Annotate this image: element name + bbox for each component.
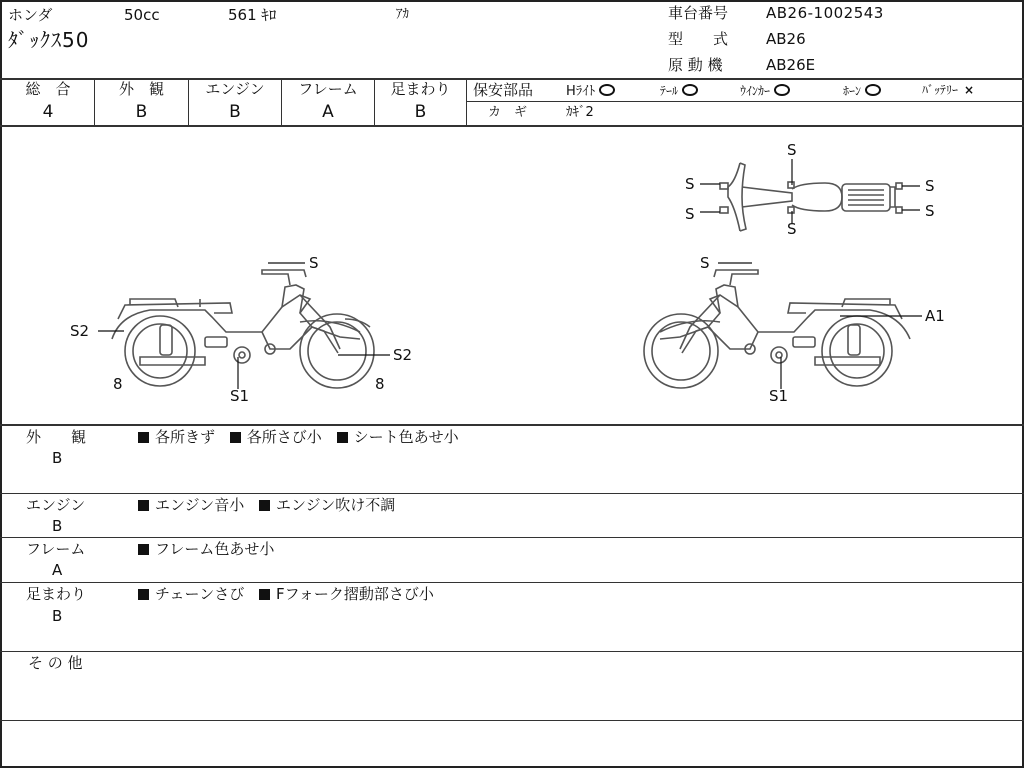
note-item: フレーム色あせ小 [138, 540, 274, 558]
note-item: エンジン吹け不調 [259, 496, 395, 514]
square-bullet-icon [138, 589, 149, 600]
section-engine-title: エンジン [26, 496, 86, 514]
section-exterior-notes [138, 430, 469, 445]
note-item: シート色あせ小 [337, 428, 459, 446]
right-side-bike-icon [644, 270, 910, 388]
label-left-s-top: S [309, 254, 319, 272]
section-frame-notes [138, 542, 284, 557]
note-item: Fフォーク摺動部さび小 [259, 585, 434, 603]
safety-item-tail: ﾃｰﾙ [660, 84, 698, 97]
label-top-s-right-lower: S [925, 202, 935, 220]
label-left-s2-front: S2 [393, 346, 413, 364]
label-top-s-left-lower: S [685, 205, 695, 223]
grade-frame-value: A [322, 102, 334, 122]
label-left-s2-rear: S2 [70, 322, 90, 340]
label-right-a1: A1 [925, 307, 945, 325]
label-left-8-rear: 8 [113, 375, 123, 393]
label-top-s-right-upper: S [925, 177, 935, 195]
section-frame-title: フレーム [26, 540, 86, 558]
type-label: 型 式 [668, 30, 729, 48]
frame-number: AB26-1002543 [766, 4, 884, 22]
damage-diagram-area [0, 127, 1024, 424]
section-frame-grade: A [52, 561, 63, 579]
note-item: エンジン音小 [138, 496, 244, 514]
type-value: AB26 [766, 30, 806, 48]
square-bullet-icon [138, 500, 149, 511]
key-value: ｶｷﾞ2 [566, 105, 594, 120]
label-top-s-left-upper: S [685, 175, 695, 193]
note-item: 各所さび小 [230, 428, 322, 446]
maker: ホンダ [8, 6, 53, 24]
safety-item-horn: ﾎｰﾝ [843, 84, 881, 97]
safety-item-battery: ﾊﾞｯﾃﾘｰ × [922, 83, 975, 97]
cross-mark-icon: × [964, 83, 975, 97]
section-suspension-title: 足まわり [26, 585, 87, 603]
square-bullet-icon [138, 544, 149, 555]
grade-frame-label: フレーム [298, 80, 358, 98]
label-left-s1: S1 [230, 387, 250, 405]
label-top-s-handle: S [787, 141, 797, 159]
square-bullet-icon [337, 432, 348, 443]
label-right-s-top: S [700, 254, 710, 272]
grade-engine-value: B [229, 102, 241, 122]
mileage: 561 ｷﾛ [228, 6, 277, 24]
ok-circle-icon [682, 84, 698, 96]
engine-label: 原 動 機 [668, 56, 723, 74]
annotation-leaders [98, 159, 922, 389]
label-top-s-bottom: S [787, 220, 797, 238]
safety-label: 保安部品 [473, 81, 534, 99]
note-item: 各所きず [138, 428, 215, 446]
frame-number-label: 車台番号 [668, 4, 729, 22]
section-engine-notes [138, 498, 405, 513]
engine-value: AB26E [766, 56, 816, 74]
key-label: カ ギ [488, 105, 528, 120]
section-engine-grade: B [52, 517, 63, 535]
displacement: 50cc [124, 6, 160, 24]
ok-circle-icon [774, 84, 790, 96]
grade-overall-value: 4 [42, 102, 54, 122]
label-right-s1: S1 [769, 387, 789, 405]
square-bullet-icon [259, 500, 270, 511]
section-suspension-notes [138, 587, 444, 602]
grade-suspension-label: 足まわり [390, 80, 451, 98]
grade-exterior-label: 外 観 [118, 80, 164, 98]
left-side-bike-icon [112, 270, 374, 388]
label-left-8-front: 8 [375, 375, 385, 393]
safety-item-winker: ｳｲﾝｶｰ [740, 84, 790, 97]
grade-overall-label: 総 合 [25, 80, 71, 98]
grade-suspension-value: B [414, 102, 427, 122]
safety-item-headlight: Hﾗｲﾄ [566, 84, 615, 98]
section-suspension-grade: B [52, 607, 63, 625]
color: ｱｶ [396, 7, 409, 22]
ok-circle-icon [599, 84, 615, 96]
square-bullet-icon [138, 432, 149, 443]
note-item: チェーンさび [138, 585, 244, 603]
model-name: ﾀﾞｯｸｽ50 [8, 28, 90, 52]
motorcycle-diagrams [0, 127, 1024, 424]
square-bullet-icon [259, 589, 270, 600]
section-exterior-grade: B [52, 449, 63, 467]
top-view-bike-icon [720, 163, 902, 231]
section-exterior-title: 外 観 [26, 428, 87, 446]
grade-exterior-value: B [135, 102, 148, 122]
section-other-title: そ の 他 [28, 654, 83, 672]
grade-engine-label: エンジン [205, 80, 265, 98]
square-bullet-icon [230, 432, 241, 443]
ok-circle-icon [865, 84, 881, 96]
diagram-divider [0, 424, 1024, 426]
